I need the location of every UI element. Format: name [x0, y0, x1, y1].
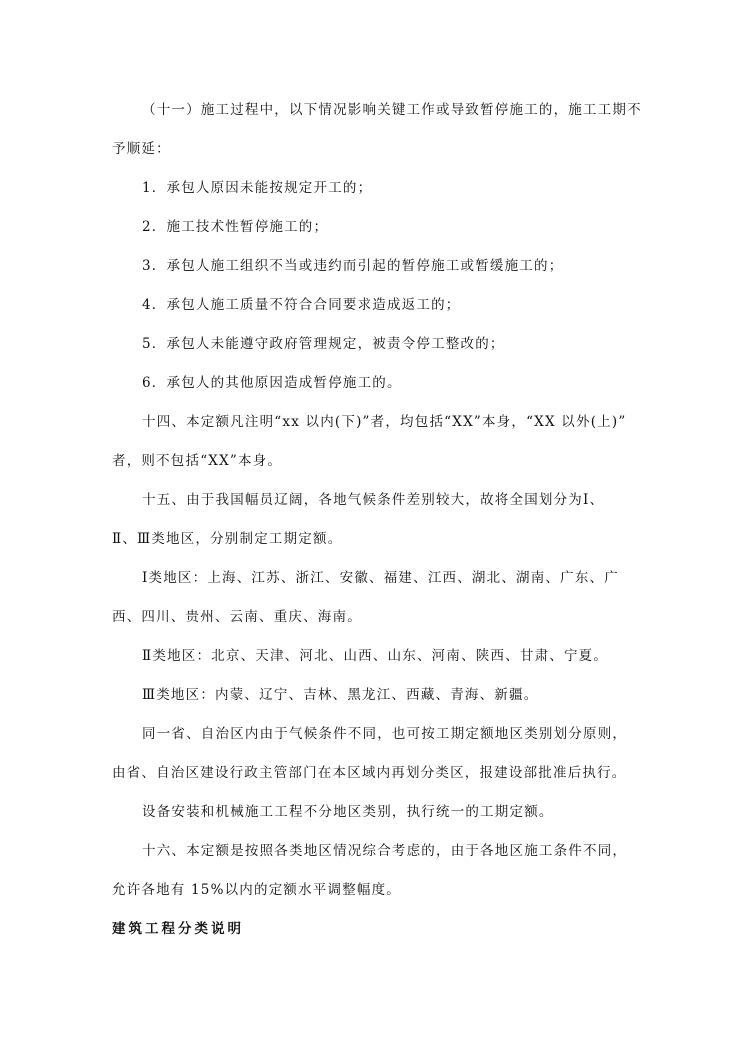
- paragraph-11-line-1: （十一）施工过程中，以下情况影响关键工作或导致暂停施工的，施工工期不: [142, 102, 642, 118]
- paragraph-14-line-1: 十四、本定额凡注明“xx 以内(下)”者，均包括“XX”本身，“XX 以外(上)”: [142, 414, 627, 430]
- same-province-line-2: 由省、自治区建设行政主管部门在本区域内再划分类区，报建设部批准后执行。: [112, 765, 627, 781]
- list-item-5: 5．承包人未能遵守政府管理规定，被责令停工整改的；: [142, 336, 505, 352]
- paragraph-11-line-2: 予顺延：: [112, 141, 171, 157]
- paragraph-16-line-1: 十六、本定额是按照各类地区情况综合考虑的，由于各地区施工条件不同，: [142, 843, 628, 859]
- list-item-2: 2．施工技术性暂停施工的；: [142, 219, 329, 235]
- paragraph-15-line-2: Ⅱ、Ⅲ类地区，分别制定工期定额。: [112, 531, 343, 547]
- list-item-6: 6．承包人的其他原因造成暂停施工的。: [142, 375, 402, 391]
- equipment-paragraph: 设备安装和机械施工工程不分地区类别，执行统一的工期定额。: [142, 804, 554, 820]
- list-item-3: 3．承包人施工组织不当或违约而引起的暂停施工或暂缓施工的；: [142, 258, 564, 274]
- list-item-1: 1．承包人原因未能按规定开工的；: [142, 180, 373, 196]
- region-1-line-2: 西、四川、贵州、云南、重庆、海南。: [112, 609, 362, 625]
- region-1-line-1: Ⅰ类地区：上海、江苏、浙江、安徽、福建、江西、湖北、湖南、广东、广: [142, 570, 619, 586]
- section-heading: 建筑工程分类说明: [112, 921, 244, 937]
- same-province-line-1: 同一省、自治区内由于气候条件不同，也可按工期定额地区类别划分原则，: [142, 726, 628, 742]
- list-item-4: 4．承包人施工质量不符合合同要求造成返工的；: [142, 297, 461, 313]
- region-2: Ⅱ类地区：北京、天津、河北、山西、山东、河南、陕西、甘肃、宁夏。: [142, 648, 609, 664]
- paragraph-14-line-2: 者，则不包括“XX”本身。: [112, 453, 283, 469]
- region-3: Ⅲ类地区：内蒙、辽宁、吉林、黑龙江、西藏、青海、新疆。: [142, 687, 539, 703]
- paragraph-16-line-2: 允许各地有 15%以内的定额水平调整幅度。: [112, 882, 401, 898]
- paragraph-15-line-1: 十五、由于我国幅员辽阔，各地气候条件差别较大，故将全国划分为Ⅰ、: [142, 492, 605, 508]
